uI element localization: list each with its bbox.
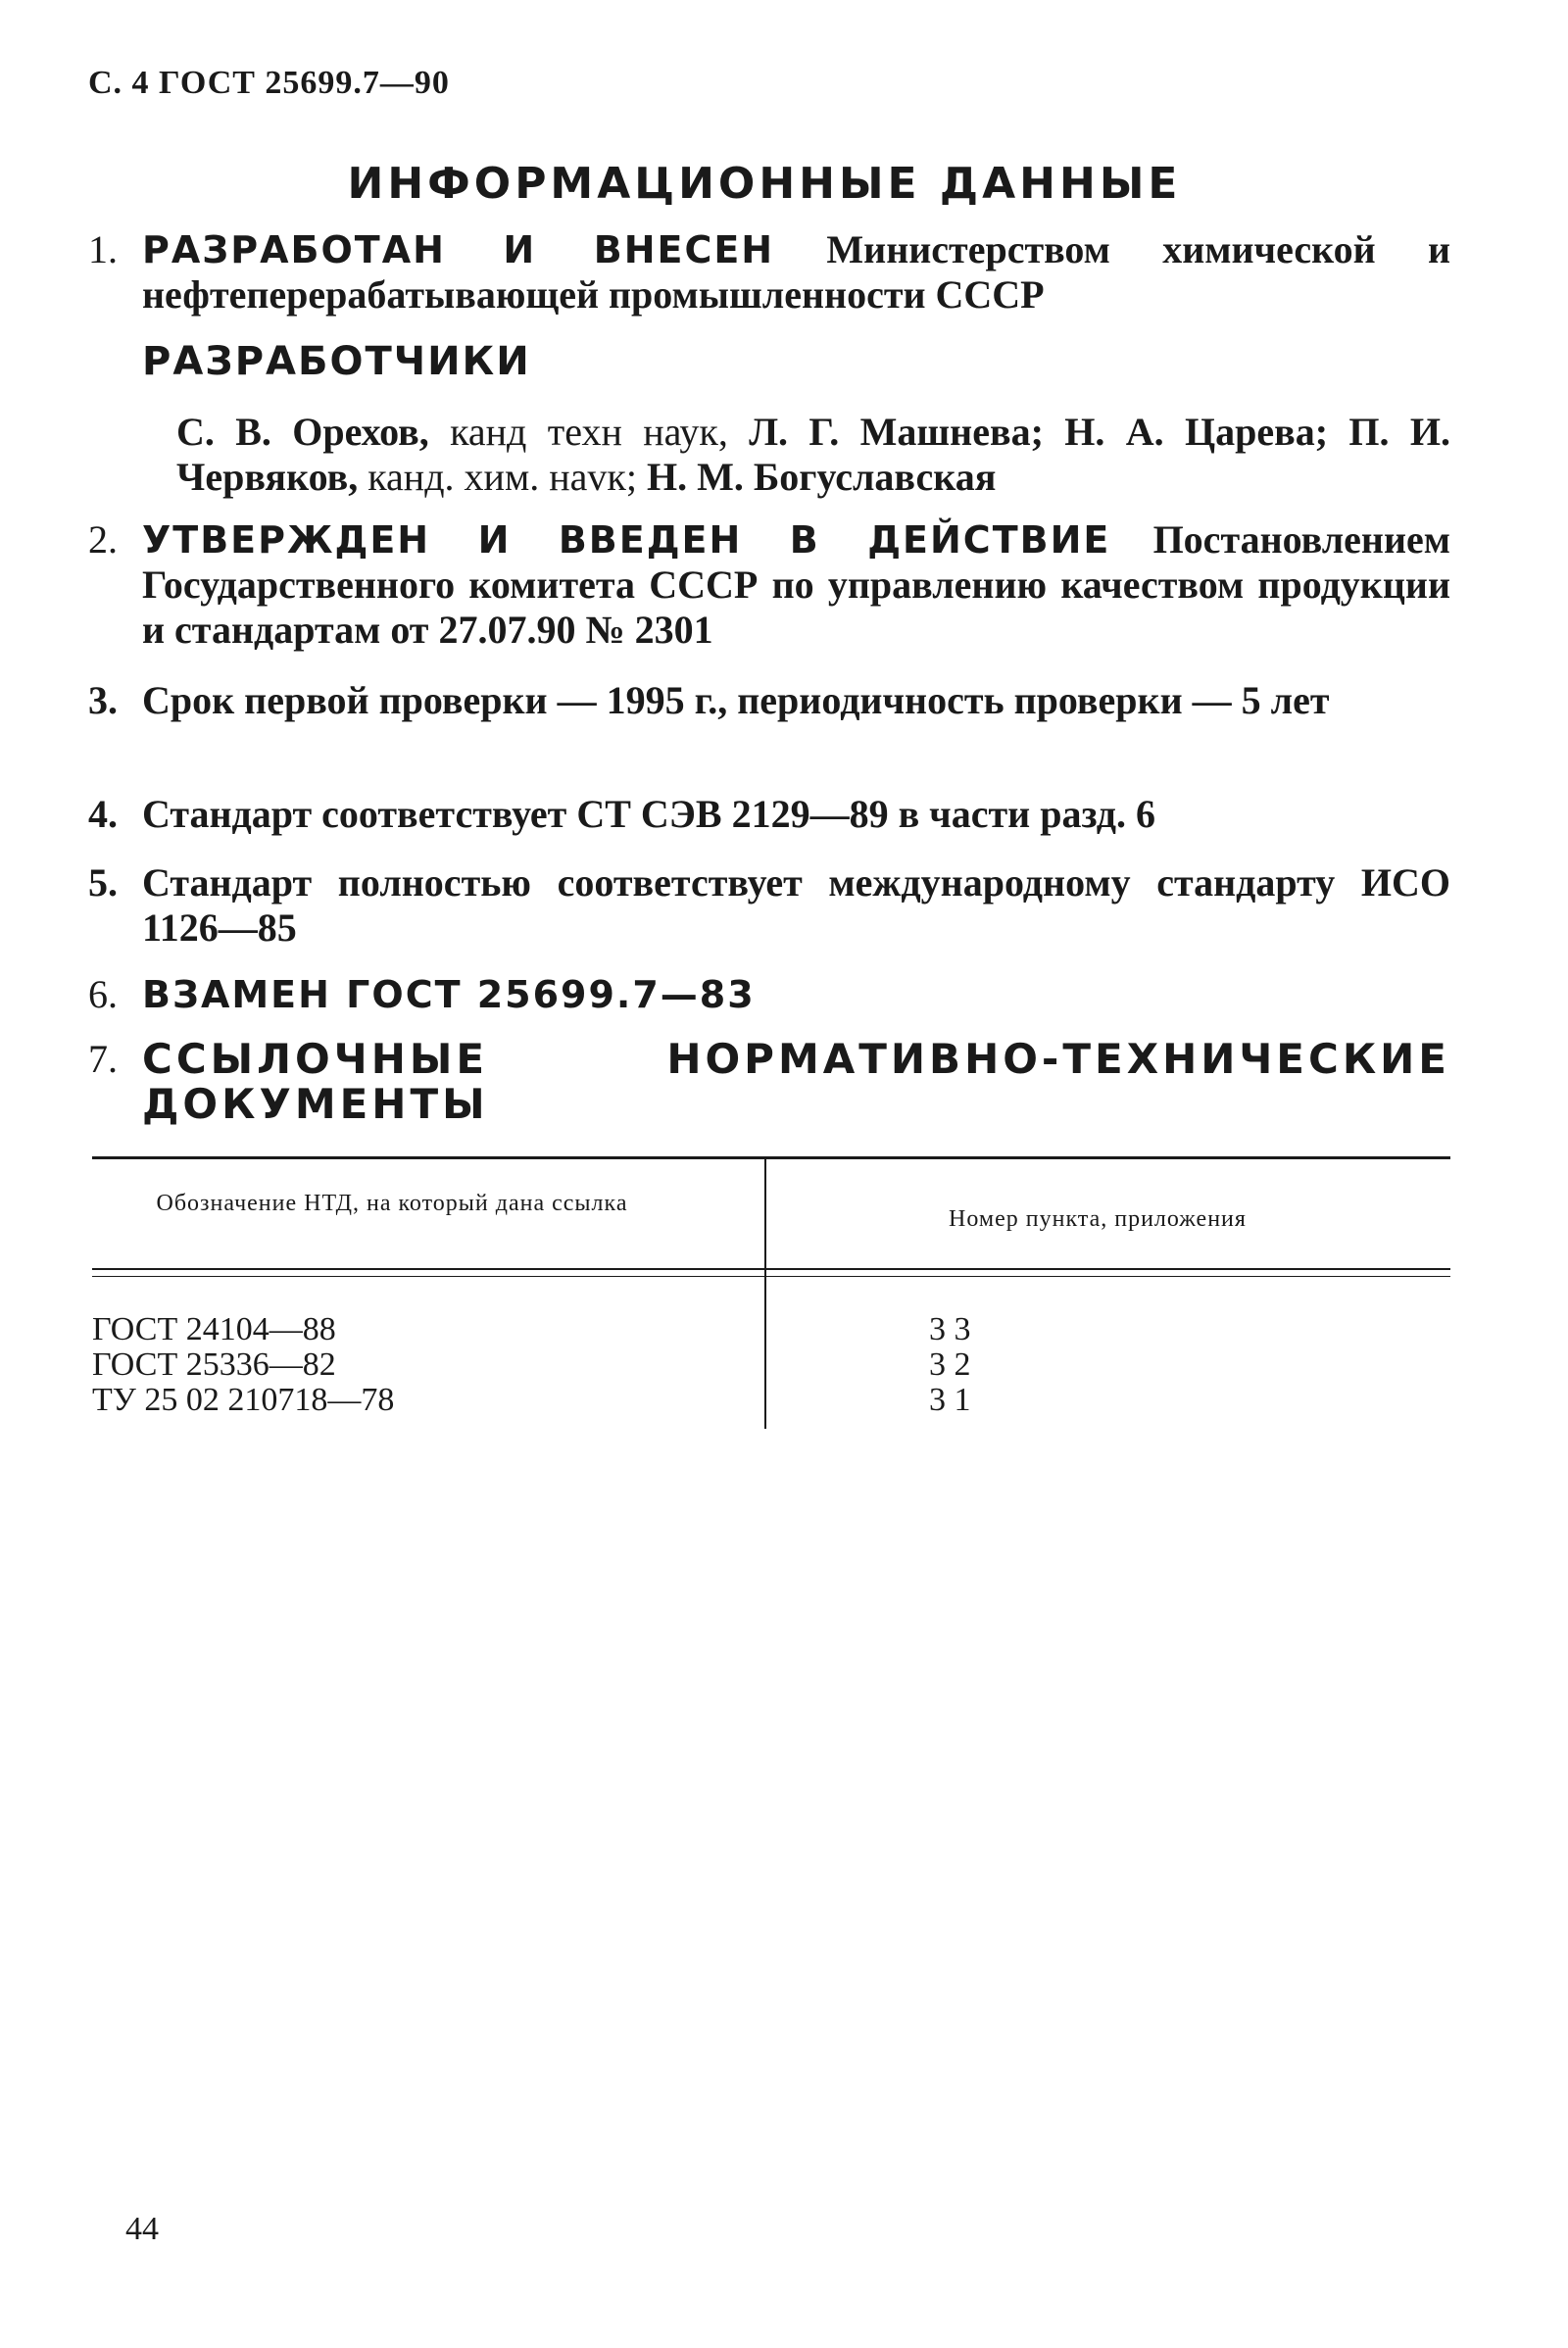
table-header-rule	[92, 1276, 1450, 1277]
item-6-text: ВЗАМЕН ГОСТ 25699.7—83	[142, 973, 756, 1016]
item-4	[88, 792, 1450, 837]
item-3-text: Срок первой проверки — 1995 г., периодичность проверки — 5 лет	[142, 678, 1330, 722]
page-number: 44	[125, 2211, 159, 2247]
item-7-text: ССЫЛОЧНЫЕ НОРМАТИВНО-ТЕХНИЧЕСКИЕ ДОКУМЕНТЫ	[142, 1035, 1450, 1128]
table-cell-clause: 3 2	[929, 1346, 971, 1383]
page-title: ИНФОРМАЦИОННЫЕ ДАННЫЕ	[347, 159, 1182, 209]
item-1	[88, 227, 1450, 318]
table-header-rule	[92, 1268, 1450, 1270]
table-cell-designation: ТУ 25 02 210718—78	[92, 1382, 395, 1418]
table-column-divider	[764, 1159, 766, 1429]
item-7	[88, 1037, 1450, 1127]
item-5-number: 5.	[88, 860, 118, 905]
table-header-clause: Номер пункта, приложения	[949, 1206, 1247, 1232]
table-cell-designation: ГОСТ 24104—88	[92, 1311, 336, 1347]
item-3-number: 3.	[88, 678, 118, 722]
developer-degree: канд. хим. наvк;	[358, 455, 647, 499]
table-cell-designation: ГОСТ 25336—82	[92, 1346, 336, 1383]
table-header-designation: Обозначение НТД, на который дана ссылка	[156, 1191, 628, 1216]
item-4-number: 4.	[88, 792, 118, 836]
item-5	[88, 860, 1450, 951]
developer-names: Л. Г. Машнева; Н. А. Царева; П. И. Червяков,	[176, 410, 1451, 499]
item-5-text: Стандарт полностью соответствует международному стандарту ИСО 1126—85	[142, 860, 1450, 950]
developer-degree: канд техн наук,	[428, 410, 750, 454]
item-7-number: 7.	[88, 1037, 118, 1081]
item-6-number: 6.	[88, 972, 118, 1016]
table-cell-clause: 3 3	[929, 1311, 971, 1347]
item-3	[88, 678, 1450, 723]
item-2-lead: УТВЕРЖДЕН И ВВЕДЕН В ДЕЙСТВИЕ	[142, 518, 1111, 562]
developer-name: С. В. Орехов,	[176, 410, 429, 454]
developers-heading: РАЗРАБОТЧИКИ	[142, 339, 531, 384]
developers-list	[176, 410, 1450, 500]
item-6	[88, 972, 1450, 1017]
table-top-rule	[92, 1156, 1450, 1159]
item-2-text: Постановлением Государственного комитета СССР по управлению качеством продукции и стандартам от 27.07.90 № 2301	[142, 517, 1450, 652]
item-1-lead: РАЗРАБОТАН И ВНЕСЕН	[142, 228, 775, 271]
item-2-number: 2.	[88, 517, 118, 562]
item-1-number: 1.	[88, 227, 118, 271]
item-1-text: Министерством химической и нефтеперерабатывающей промышленности СССР	[142, 227, 1450, 317]
page-header: С. 4 ГОСТ 25699.7—90	[88, 65, 450, 101]
table-cell-clause: 3 1	[929, 1382, 971, 1418]
item-4-text: Стандарт соответствует СТ СЭВ 2129—89 в части разд. 6	[142, 792, 1156, 836]
developer-name: Н. М. Богуславская	[646, 455, 997, 499]
item-2	[88, 517, 1450, 653]
